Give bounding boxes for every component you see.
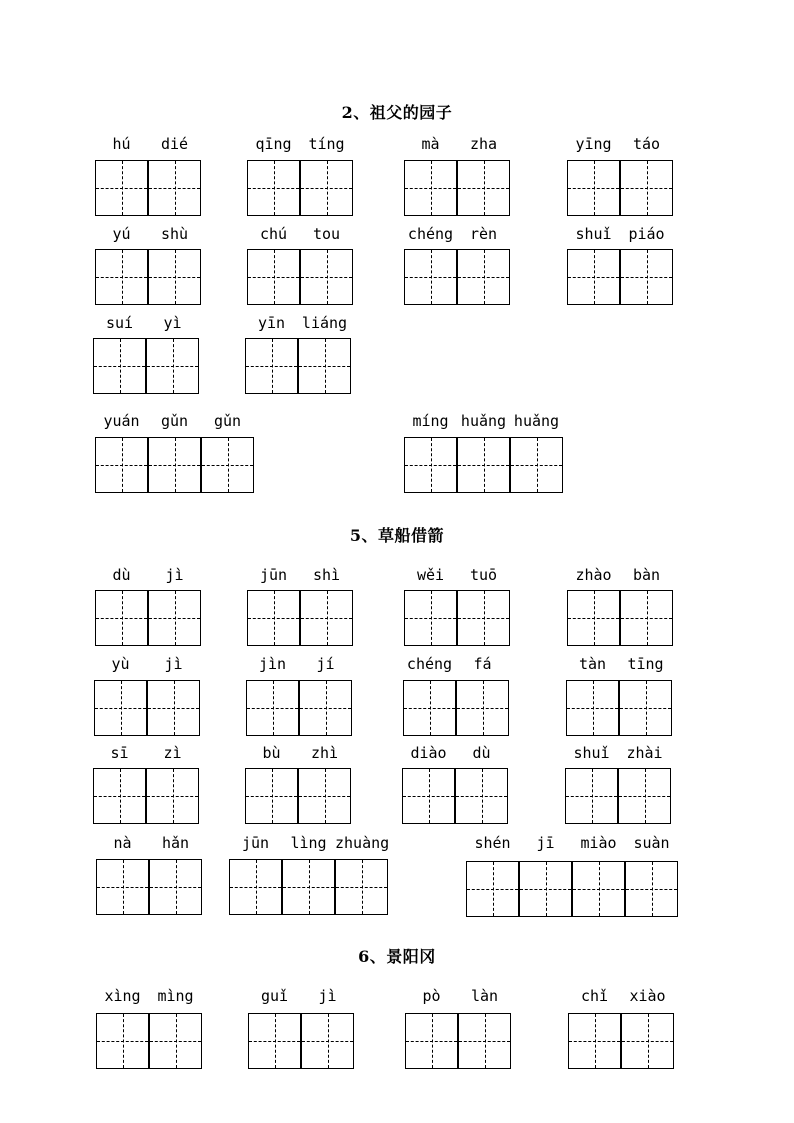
tianzige-writing-cell[interactable] (402, 768, 455, 824)
pinyin-label: dù (472, 744, 491, 762)
tianzige-writing-cell[interactable] (510, 437, 563, 493)
tianzige-writing-cell[interactable] (149, 859, 202, 915)
tianzige-writing-cell[interactable] (455, 768, 508, 824)
tianzige-writing-cell[interactable] (519, 861, 572, 917)
tianzige-writing-cell[interactable] (625, 861, 678, 917)
pinyin-label: shù (160, 225, 189, 243)
tianzige-writing-cell[interactable] (95, 249, 148, 305)
tianzige-writing-cell[interactable] (404, 437, 457, 493)
tianzige-writing-cell[interactable] (621, 1013, 674, 1069)
tianzige-writing-cell[interactable] (300, 590, 353, 646)
pinyin-label: jì (318, 987, 337, 1005)
pinyin-label: tou (312, 225, 341, 243)
tianzige-writing-cell[interactable] (466, 861, 519, 917)
tianzige-writing-cell[interactable] (229, 859, 282, 915)
pinyin-label: hǎn (161, 834, 190, 852)
tianzige-writing-cell[interactable] (148, 437, 201, 493)
tianzige-writing-cell[interactable] (282, 859, 335, 915)
tianzige-writing-cell[interactable] (457, 437, 510, 493)
tianzige-writing-cell[interactable] (620, 590, 673, 646)
pinyin-label: jūn (259, 566, 288, 584)
pinyin-label: zhài (626, 744, 663, 762)
pinyin-label: yīng (575, 135, 612, 153)
tianzige-writing-cell[interactable] (247, 160, 300, 216)
tianzige-writing-cell[interactable] (146, 338, 199, 394)
tianzige-writing-cell[interactable] (248, 1013, 301, 1069)
pinyin-label: dù (112, 566, 131, 584)
tianzige-writing-cell[interactable] (298, 338, 351, 394)
pinyin-label: yuán (103, 412, 140, 430)
pinyin-label: lìng (290, 834, 327, 852)
tianzige-writing-cell[interactable] (93, 768, 146, 824)
tianzige-writing-cell[interactable] (457, 590, 510, 646)
pinyin-label: xìng (104, 987, 141, 1005)
pinyin-label: bàn (632, 566, 661, 584)
pinyin-label: liáng (301, 314, 348, 332)
pinyin-label: chéng (406, 655, 453, 673)
pinyin-label: tīng (627, 655, 664, 673)
pinyin-label: tíng (308, 135, 345, 153)
pinyin-label: jūn (241, 834, 270, 852)
tianzige-writing-cell[interactable] (458, 1013, 511, 1069)
pinyin-label: shì (312, 566, 341, 584)
pinyin-label: chéng (407, 225, 454, 243)
tianzige-writing-cell[interactable] (405, 1013, 458, 1069)
pinyin-label: yù (111, 655, 130, 673)
tianzige-writing-cell[interactable] (247, 249, 300, 305)
tianzige-writing-cell[interactable] (403, 680, 456, 736)
tianzige-writing-cell[interactable] (618, 768, 671, 824)
tianzige-writing-cell[interactable] (620, 249, 673, 305)
pinyin-label: shuǐ (573, 744, 610, 762)
pinyin-label: chǐ (580, 987, 609, 1005)
pinyin-label: tuō (469, 566, 498, 584)
pinyin-label: diào (410, 744, 447, 762)
pinyin-label: sī (110, 744, 129, 762)
tianzige-writing-cell[interactable] (404, 249, 457, 305)
tianzige-writing-cell[interactable] (565, 768, 618, 824)
tianzige-writing-cell[interactable] (247, 590, 300, 646)
tianzige-writing-cell[interactable] (96, 859, 149, 915)
tianzige-writing-cell[interactable] (567, 590, 620, 646)
pinyin-label: zhuàng (335, 834, 390, 852)
pinyin-label: rèn (469, 225, 498, 243)
tianzige-writing-cell[interactable] (148, 249, 201, 305)
pinyin-label: yīn (257, 314, 286, 332)
tianzige-writing-cell[interactable] (245, 338, 298, 394)
pinyin-label: mìng (157, 987, 194, 1005)
tianzige-writing-cell[interactable] (95, 160, 148, 216)
pinyin-label: jì (164, 655, 183, 673)
tianzige-writing-cell[interactable] (299, 680, 352, 736)
tianzige-writing-cell[interactable] (620, 160, 673, 216)
pinyin-label: jìn (258, 655, 287, 673)
pinyin-label: huǎng (460, 412, 507, 430)
tianzige-writing-cell[interactable] (95, 437, 148, 493)
section-title: 6、景阳冈 (358, 947, 436, 966)
tianzige-writing-cell[interactable] (572, 861, 625, 917)
pinyin-label: huǎng (513, 412, 560, 430)
tianzige-writing-cell[interactable] (298, 768, 351, 824)
pinyin-label: chú (259, 225, 288, 243)
pinyin-label: yú (112, 225, 131, 243)
tianzige-writing-cell[interactable] (619, 680, 672, 736)
tianzige-writing-cell[interactable] (93, 338, 146, 394)
tianzige-writing-cell[interactable] (301, 1013, 354, 1069)
section-title: 2、祖父的园子 (341, 103, 453, 122)
pinyin-label: jí (316, 655, 335, 673)
tianzige-writing-cell[interactable] (95, 590, 148, 646)
tianzige-writing-cell[interactable] (245, 768, 298, 824)
pinyin-label: suàn (633, 834, 670, 852)
pinyin-label: míng (412, 412, 449, 430)
pinyin-label: fá (473, 655, 492, 673)
pinyin-label: nà (113, 834, 132, 852)
pinyin-label: zhào (575, 566, 612, 584)
tianzige-writing-cell[interactable] (147, 680, 200, 736)
pinyin-label: guǐ (260, 987, 289, 1005)
pinyin-label: dié (160, 135, 189, 153)
tianzige-writing-cell[interactable] (149, 1013, 202, 1069)
tianzige-writing-cell[interactable] (148, 160, 201, 216)
pinyin-label: jī (536, 834, 555, 852)
tianzige-writing-cell[interactable] (404, 160, 457, 216)
pinyin-label: zha (469, 135, 498, 153)
tianzige-writing-cell[interactable] (457, 249, 510, 305)
pinyin-label: jì (165, 566, 184, 584)
tianzige-writing-cell[interactable] (567, 249, 620, 305)
tianzige-writing-cell[interactable] (300, 249, 353, 305)
tianzige-writing-cell[interactable] (456, 680, 509, 736)
tianzige-writing-cell[interactable] (96, 1013, 149, 1069)
tianzige-writing-cell[interactable] (404, 590, 457, 646)
pinyin-label: shuǐ (575, 225, 612, 243)
tianzige-writing-cell[interactable] (566, 680, 619, 736)
pinyin-label: táo (632, 135, 661, 153)
tianzige-writing-cell[interactable] (94, 680, 147, 736)
pinyin-label: xiào (629, 987, 666, 1005)
tianzige-writing-cell[interactable] (567, 160, 620, 216)
pinyin-label: qīng (255, 135, 292, 153)
pinyin-label: pò (422, 987, 441, 1005)
section-title: 5、草船借箭 (349, 526, 445, 545)
tianzige-writing-cell[interactable] (335, 859, 388, 915)
tianzige-writing-cell[interactable] (300, 160, 353, 216)
pinyin-label: yì (163, 314, 182, 332)
pinyin-label: bù (262, 744, 281, 762)
tianzige-writing-cell[interactable] (201, 437, 254, 493)
pinyin-label: shén (474, 834, 511, 852)
pinyin-label: zì (163, 744, 182, 762)
pinyin-label: piáo (628, 225, 665, 243)
pinyin-label: làn (470, 987, 499, 1005)
pinyin-label: zhì (310, 744, 339, 762)
pinyin-label: hú (112, 135, 131, 153)
pinyin-label: gǔn (213, 412, 242, 430)
pinyin-label: gǔn (160, 412, 189, 430)
tianzige-writing-cell[interactable] (457, 160, 510, 216)
tianzige-writing-cell[interactable] (148, 590, 201, 646)
tianzige-writing-cell[interactable] (146, 768, 199, 824)
pinyin-label: miào (580, 834, 617, 852)
pinyin-label: wěi (416, 566, 445, 584)
pinyin-label: mà (421, 135, 440, 153)
pinyin-label: tàn (578, 655, 607, 673)
tianzige-writing-cell[interactable] (246, 680, 299, 736)
pinyin-label: suí (105, 314, 134, 332)
tianzige-writing-cell[interactable] (568, 1013, 621, 1069)
